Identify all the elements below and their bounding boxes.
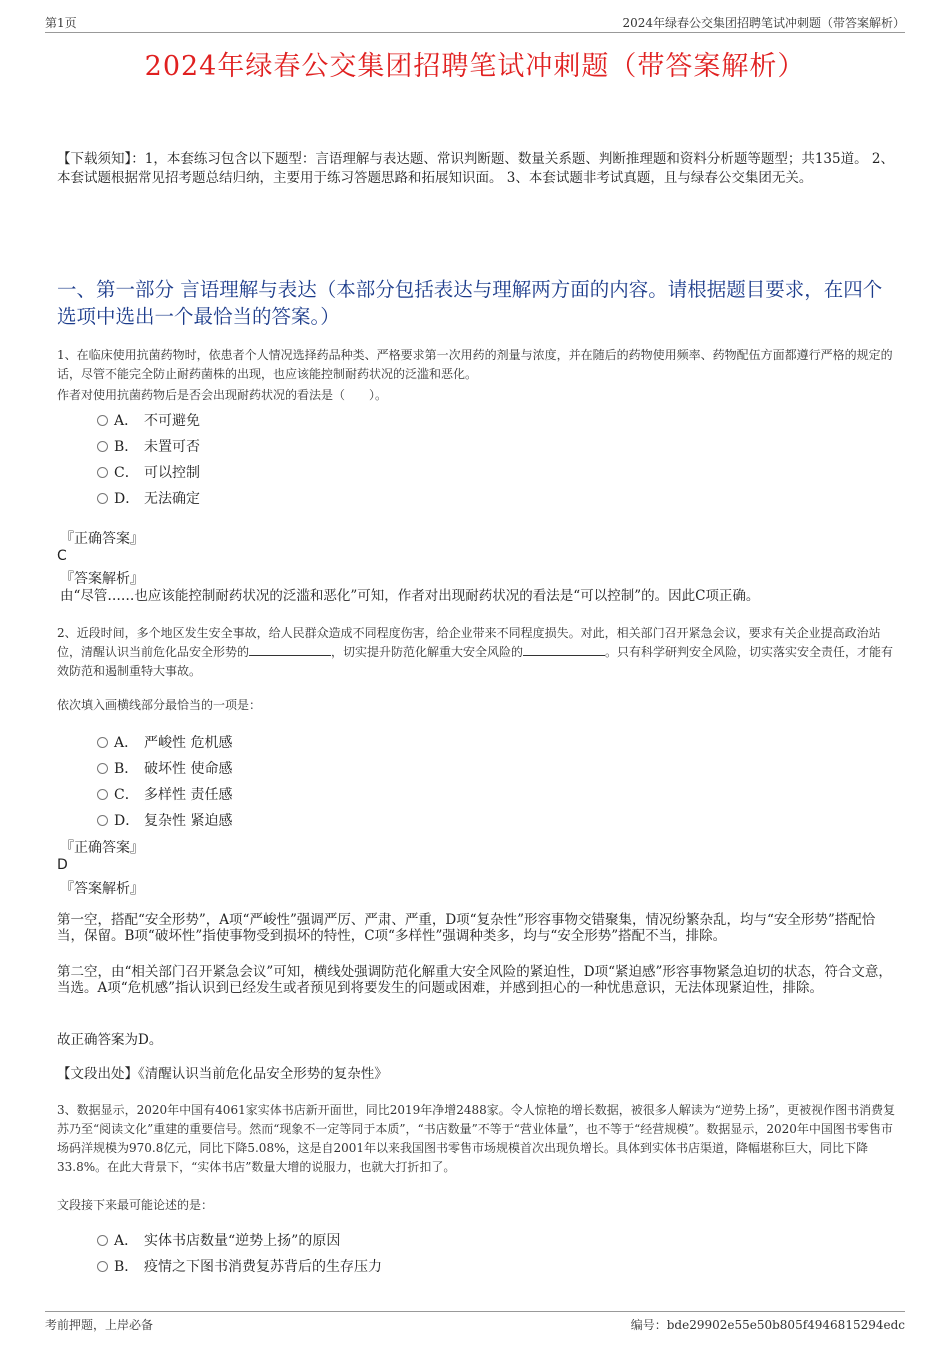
radio-icon[interactable] xyxy=(97,493,108,504)
section-title: 一、第一部分 言语理解与表达（本部分包括表达与理解两方面的内容。请根据题目要求，在四个选项中选出一个最恰当的答案。） xyxy=(57,278,883,328)
radio-icon[interactable] xyxy=(97,1235,108,1246)
q2-analysis-1: 第一空，搭配“安全形势”，A项“严峻性”强调严厉、严肃、严重，D项“复杂性”形容事物交错聚集，情况纷繁杂乱，均与“安全形势”搭配恰当，保留。B项“破坏性”指使事物受到损坏的特性，C项“多样性”强调种类多，均与“安全形势”搭配不当，排除。 xyxy=(57,912,876,944)
q2-option-a[interactable]: A． 严峻性 危机感 xyxy=(97,732,232,754)
question-1-stem: 1、在临床使用抗菌药物时，依患者个人情况选择药品种类、严格要求第一次用药的剂量与浓度，并在随后的药物使用频率、药物配伍方面都遵行严格的规定的话，尽管不能完全防止耐药菌株的出现，也应该能控制耐药状况的泛滥和恶化。 xyxy=(57,348,893,381)
q1-analysis-label: 『答案解析』 xyxy=(60,571,144,587)
question-3-ask: 文段接下来最可能论述的是： xyxy=(57,1198,214,1212)
document-title: 2024年绿春公交集团招聘笔试冲刺题（带答案解析） xyxy=(144,51,806,82)
footer-id: 编号：bde29902e55e50b805f4946815294edc xyxy=(630,1318,905,1332)
q2-source: 【文段出处】《清醒认识当前危化品安全形势的复杂性》 xyxy=(57,1066,388,1082)
q1-option-b[interactable]: B． 未置可否 xyxy=(97,436,200,458)
q3-option-b[interactable]: B． 疫情之下图书消费复苏背后的生存压力 xyxy=(97,1256,382,1278)
q1-option-a[interactable]: A． 不可避免 xyxy=(97,410,200,432)
question-1-ask: 作者对使用抗菌药物后是否会出现耐药状况的看法是（ ）。 xyxy=(57,388,388,402)
fill-blank xyxy=(249,643,331,656)
page-number: 第1页 xyxy=(45,16,77,30)
q1-option-d[interactable]: D． 无法确定 xyxy=(97,488,200,510)
radio-icon[interactable] xyxy=(97,789,108,800)
page-footer xyxy=(45,1311,905,1332)
radio-icon[interactable] xyxy=(97,467,108,478)
fill-blank xyxy=(523,643,605,656)
q1-option-c[interactable]: C． 可以控制 xyxy=(97,462,200,484)
q2-analysis-label: 『答案解析』 xyxy=(60,881,144,897)
q2-conclusion: 故正确答案为D。 xyxy=(57,1032,163,1048)
radio-icon[interactable] xyxy=(97,737,108,748)
footer-slogan: 考前押题，上岸必备 xyxy=(45,1318,154,1332)
radio-icon[interactable] xyxy=(97,415,108,426)
q2-option-b[interactable]: B． 破坏性 使命感 xyxy=(97,758,232,780)
q1-answer: C xyxy=(57,548,67,564)
q2-answer: D xyxy=(57,857,68,873)
question-2-stem: 2、近段时间，多个地区发生安全事故，给人民群众造成不同程度伤害，给企业带来不同程度损失。对此，相关部门召开紧急会议，要求有关企业提高政治站位，清醒认识当前危化品安全形势的 ，切实提升防范化解重大安全风险的 。只有科学研判安全风险，切实落实安全责任，才能有效防范和遏制重特大事故。 xyxy=(57,626,894,678)
q1-answer-label: 『正确答案』 xyxy=(60,531,144,547)
q3-option-a[interactable]: A． 实体书店数量“逆势上扬”的原因 xyxy=(97,1230,340,1252)
page-header xyxy=(45,12,905,33)
radio-icon[interactable] xyxy=(97,815,108,826)
radio-icon[interactable] xyxy=(97,1261,108,1272)
header-doc-title: 2024年绿春公交集团招聘笔试冲刺题（带答案解析） xyxy=(622,16,905,30)
question-2-ask: 依次填入画横线部分最恰当的一项是： xyxy=(57,698,262,712)
radio-icon[interactable] xyxy=(97,441,108,452)
q2-analysis-2: 第二空，由“相关部门召开紧急会议”可知，横线处强调防范化解重大安全风险的紧迫性，D项“紧迫感”形容事物紧急迫切的状态，符合文意，当选。A项“危机感”指认识到已经发生或者预见到将要发生的问题或困难，并感到担心的一种忧患意识，无法体现紧迫性，排除。 xyxy=(57,964,892,996)
question-3-stem: 3、数据显示，2020年中国有4061家实体书店新开面世，同比2019年净增2488家。令人惊艳的增长数据，被很多人解读为“逆势上扬”，更被视作图书消费复苏乃至“阅读文化”重建的重要信号。然而“现象不一定等同于本质”，“书店数量”不等于“营业体量”，也不等于“经营规模”。数据显示，2020年中国图书零售市场码洋规模为970.8亿元，同比下降5.08%，这是自2001年以来我国图书零售市场规模首次出现负增长。具体到实体书店渠道，降幅堪称巨大，同比下降33.8%。在此大背景下，“实体书店”数量大增的说服力，也就大打折扣了。 xyxy=(57,1103,896,1174)
q2-option-d[interactable]: D． 复杂性 紧迫感 xyxy=(97,810,232,832)
q2-option-c[interactable]: C． 多样性 责任感 xyxy=(97,784,232,806)
q1-analysis: 由“尽管……也应该能控制耐药状况的泛滥和恶化”可知，作者对出现耐药状况的看法是“可以控制”的。因此C项正确。 xyxy=(60,588,760,604)
radio-icon[interactable] xyxy=(97,763,108,774)
download-notice: 【下载须知】：1，本套练习包含以下题型：言语理解与表达题、常识判断题、数量关系题、判断推理题和资料分析题等题型；共135道。 2、本套试题根据常见招考题总结归纳，主要用于练习答题思路和拓展知识面。 3、本套试题非考试真题，且与绿春公交集团无关。 xyxy=(57,151,894,186)
q2-answer-label: 『正确答案』 xyxy=(60,840,144,856)
